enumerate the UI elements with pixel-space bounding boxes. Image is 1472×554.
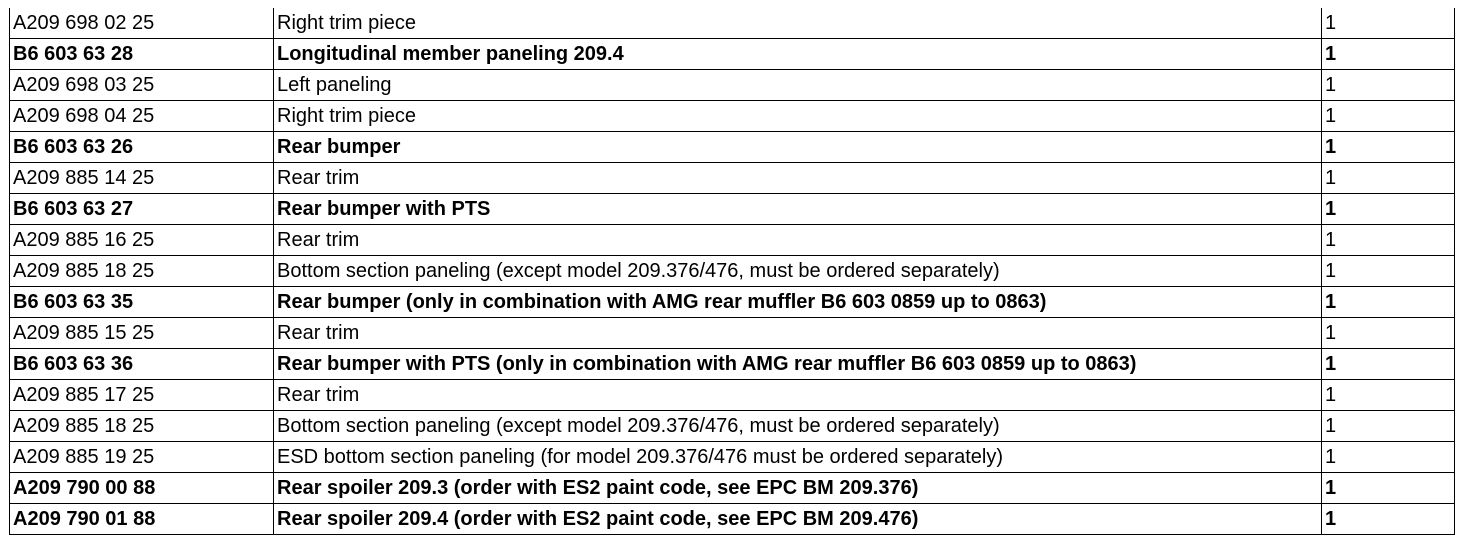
parts-table-body <box>10 8 1455 535</box>
part-number-cell: B6 603 63 36 <box>10 349 274 380</box>
quantity-cell: 1 <box>1322 132 1455 163</box>
description-cell: Rear trim <box>274 225 1322 256</box>
quantity-cell: 1 <box>1322 256 1455 287</box>
description-cell: Bottom section paneling (except model 209.376/476, must be ordered separately) <box>274 411 1322 442</box>
description-cell: Rear bumper <box>274 132 1322 163</box>
description-cell: Rear spoiler 209.3 (order with ES2 paint code, see EPC BM 209.376) <box>274 473 1322 504</box>
quantity-cell: 1 <box>1322 163 1455 194</box>
part-number-cell: B6 603 63 28 <box>10 39 274 70</box>
description-cell: Right trim piece <box>274 8 1322 39</box>
part-number-cell: B6 603 63 27 <box>10 194 274 225</box>
table-row <box>10 256 1455 287</box>
part-number-cell: B6 603 63 35 <box>10 287 274 318</box>
table-row <box>10 349 1455 380</box>
table-row <box>10 163 1455 194</box>
description-cell: Rear bumper (only in combination with AMG rear muffler B6 603 0859 up to 0863) <box>274 287 1322 318</box>
table-row <box>10 101 1455 132</box>
part-number-cell: A209 790 00 88 <box>10 473 274 504</box>
table-row <box>10 318 1455 349</box>
description-cell: Rear bumper with PTS <box>274 194 1322 225</box>
quantity-cell: 1 <box>1322 349 1455 380</box>
part-number-cell: A209 698 04 25 <box>10 101 274 132</box>
quantity-cell: 1 <box>1322 225 1455 256</box>
quantity-cell: 1 <box>1322 39 1455 70</box>
parts-table <box>9 8 1455 535</box>
quantity-cell: 1 <box>1322 101 1455 132</box>
table-row <box>10 70 1455 101</box>
description-cell: Rear trim <box>274 318 1322 349</box>
quantity-cell: 1 <box>1322 70 1455 101</box>
part-number-cell: A209 885 18 25 <box>10 256 274 287</box>
table-row <box>10 411 1455 442</box>
description-cell: Rear trim <box>274 163 1322 194</box>
table-row <box>10 380 1455 411</box>
table-row <box>10 194 1455 225</box>
description-cell: Right trim piece <box>274 101 1322 132</box>
table-row <box>10 8 1455 39</box>
description-cell: ESD bottom section paneling (for model 209.376/476 must be ordered separately) <box>274 442 1322 473</box>
description-cell: Rear bumper with PTS (only in combination with AMG rear muffler B6 603 0859 up to 0863) <box>274 349 1322 380</box>
quantity-cell: 1 <box>1322 318 1455 349</box>
quantity-cell: 1 <box>1322 380 1455 411</box>
part-number-cell: A209 698 03 25 <box>10 70 274 101</box>
quantity-cell: 1 <box>1322 194 1455 225</box>
table-row <box>10 504 1455 535</box>
table-row <box>10 442 1455 473</box>
table-row <box>10 225 1455 256</box>
part-number-cell: A209 885 18 25 <box>10 411 274 442</box>
description-cell: Rear spoiler 209.4 (order with ES2 paint code, see EPC BM 209.476) <box>274 504 1322 535</box>
part-number-cell: A209 885 14 25 <box>10 163 274 194</box>
part-number-cell: A209 790 01 88 <box>10 504 274 535</box>
table-row <box>10 287 1455 318</box>
quantity-cell: 1 <box>1322 8 1455 39</box>
quantity-cell: 1 <box>1322 473 1455 504</box>
quantity-cell: 1 <box>1322 287 1455 318</box>
part-number-cell: A209 885 16 25 <box>10 225 274 256</box>
description-cell: Left paneling <box>274 70 1322 101</box>
part-number-cell: A209 885 19 25 <box>10 442 274 473</box>
table-row <box>10 132 1455 163</box>
part-number-cell: B6 603 63 26 <box>10 132 274 163</box>
description-cell: Rear trim <box>274 380 1322 411</box>
description-cell: Longitudinal member paneling 209.4 <box>274 39 1322 70</box>
quantity-cell: 1 <box>1322 442 1455 473</box>
quantity-cell: 1 <box>1322 411 1455 442</box>
part-number-cell: A209 885 17 25 <box>10 380 274 411</box>
part-number-cell: A209 698 02 25 <box>10 8 274 39</box>
part-number-cell: A209 885 15 25 <box>10 318 274 349</box>
table-row <box>10 39 1455 70</box>
quantity-cell: 1 <box>1322 504 1455 535</box>
table-row <box>10 473 1455 504</box>
description-cell: Bottom section paneling (except model 209.376/476, must be ordered separately) <box>274 256 1322 287</box>
